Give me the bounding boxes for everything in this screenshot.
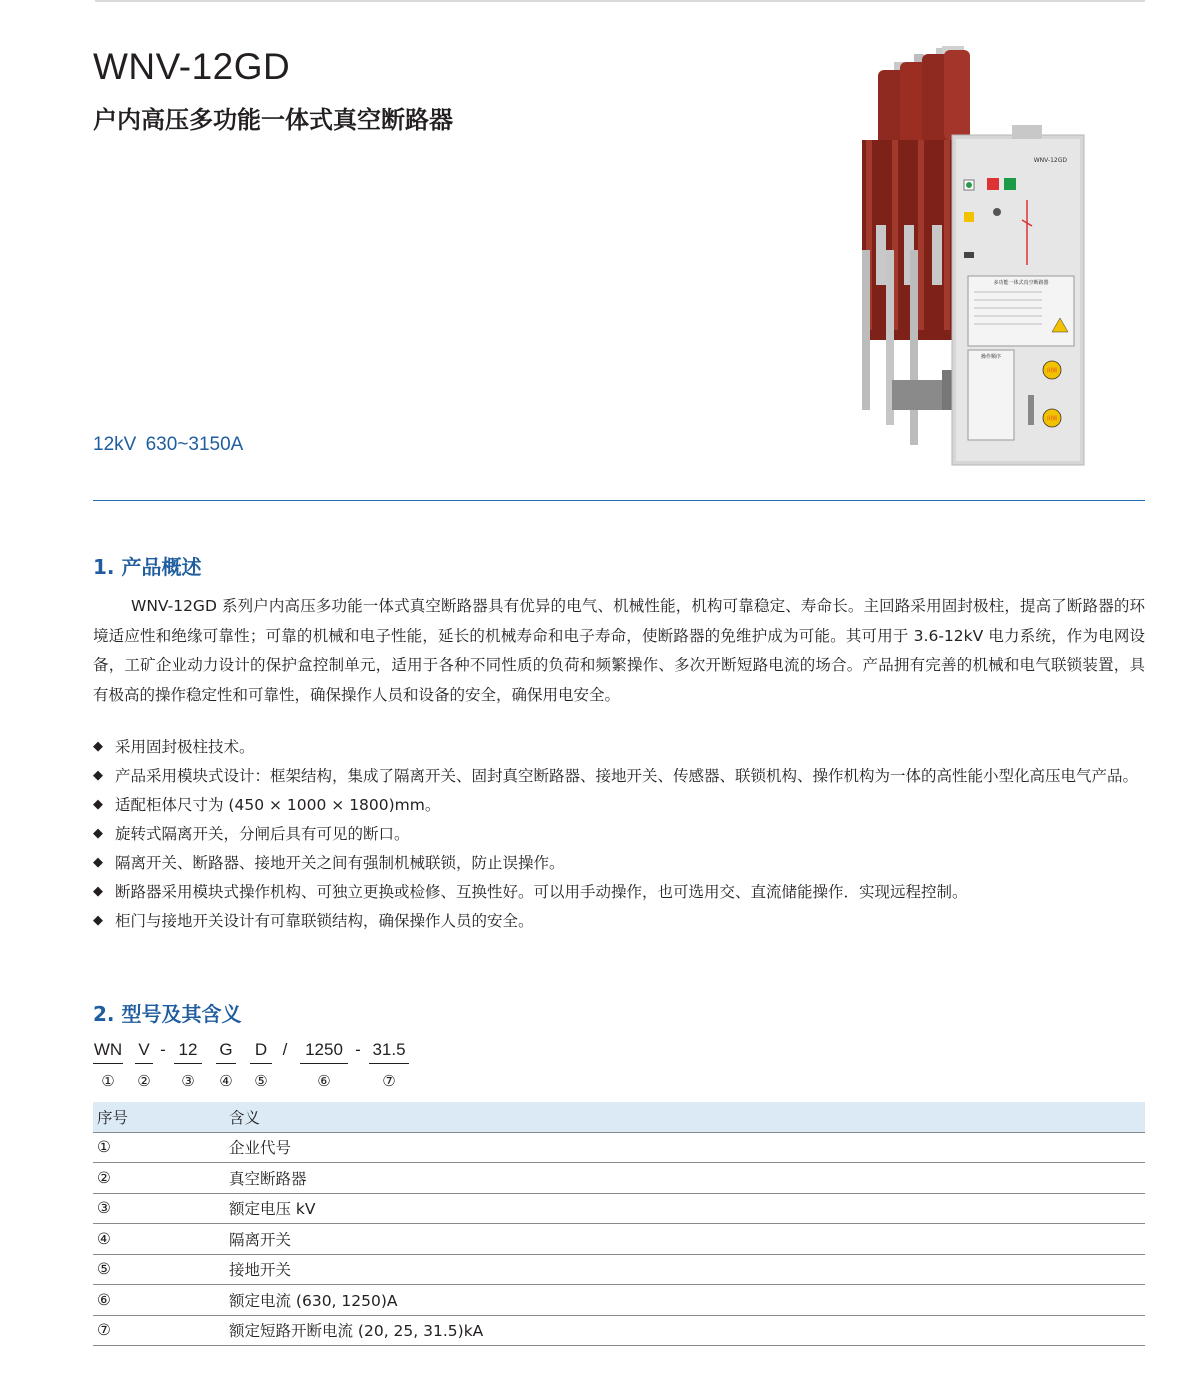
panel-label: 多功能一体式真空断路器 bbox=[993, 280, 1049, 286]
code-dash: - bbox=[355, 1040, 361, 1059]
rating-text: 12kV 630~3150A bbox=[93, 434, 244, 455]
table-row: ⑦ 额定短路开断电流 (20, 25, 31.5)kA bbox=[93, 1315, 1145, 1346]
list-item: ◆ 旋转式隔离开关，分闸后具有可见的断口。 bbox=[93, 820, 1153, 849]
knob2-label: 闭锁 bbox=[1046, 416, 1058, 422]
table-row: ② 真空断路器 bbox=[93, 1163, 1145, 1194]
list-item: ◆ 断路器采用模块式操作机构、可独立更换或检修、互换性好。可以用手动操作，也可选用交、直流储能操作．实现远程控制。 bbox=[93, 878, 1153, 907]
list-item: ◆ 适配柜体尺寸为 (450 × 1000 × 1800)mm。 bbox=[93, 791, 1153, 820]
code-part-g: G bbox=[216, 1040, 236, 1064]
bullet-diamond: ◆ bbox=[93, 884, 103, 899]
code-part-1250: 1250 bbox=[300, 1040, 348, 1064]
code-part-d: D bbox=[250, 1040, 272, 1064]
bullet-diamond: ◆ bbox=[93, 797, 103, 812]
bullet-diamond: ◆ bbox=[93, 739, 103, 754]
box-brand-label: WNV-12GD bbox=[1033, 157, 1067, 164]
product-image bbox=[852, 40, 1092, 470]
col-header-index: 序号 bbox=[93, 1102, 225, 1132]
bullet-diamond: ◆ bbox=[93, 768, 103, 783]
code-number: ⑤ bbox=[254, 1072, 268, 1090]
code-slash: / bbox=[282, 1040, 288, 1059]
bullet-diamond: ◆ bbox=[93, 855, 103, 870]
table-row: ① 企业代号 bbox=[93, 1132, 1145, 1163]
table-row: ③ 额定电压 kV bbox=[93, 1193, 1145, 1224]
page-title: WNV-12GD bbox=[93, 46, 291, 87]
code-number: ④ bbox=[219, 1072, 233, 1090]
code-number: ⑦ bbox=[382, 1072, 396, 1090]
code-part-wn: WN bbox=[93, 1040, 123, 1064]
overview-paragraph: WNV-12GD 系列户内高压多功能一体式真空断路器具有优异的电气、机械性能，机构可靠稳定、寿命长。主回路采用固封极柱，提高了断路器的环境适应性和绝缘可靠性；可靠的机械和电子性能，延长的机械寿命和电子寿命，使断路器的免维护成为可能。其可用于 3.6-12kV 电力系统，作为电网设备，工矿企业动力设计的保护盒控制单元，适用于各种不同性质的负荷和频繁操作、多次开断短路电流的场合。产品拥有完善的机械和电气联锁装置，具有极高的操作稳定性和可靠性，确保操作人员和设备的安全，确保用电安全。 bbox=[93, 597, 1145, 704]
table-row: ⑤ 接地开关 bbox=[93, 1254, 1145, 1285]
list-item: ◆ 产品采用模块式设计：框架结构，集成了隔离开关、固封真空断路器、接地开关、传感器、联锁机构、操作机构为一体的高性能小型化高压电气产品。 bbox=[93, 762, 1153, 791]
meaning-table bbox=[93, 1102, 1145, 1346]
code-number: ③ bbox=[181, 1072, 195, 1090]
section2-heading: 2. 型号及其含义 bbox=[93, 1002, 242, 1026]
list-item: ◆ 采用固封极柱技术。 bbox=[93, 733, 1153, 762]
section-divider bbox=[93, 500, 1145, 501]
code-part-12: 12 bbox=[174, 1040, 202, 1064]
table-header-row bbox=[93, 1102, 1145, 1132]
code-number: ① bbox=[101, 1072, 115, 1090]
bullet-diamond: ◆ bbox=[93, 826, 103, 841]
code-dash: - bbox=[160, 1040, 166, 1059]
knob1-label: 闭锁 bbox=[1046, 368, 1058, 374]
section1-heading: 1. 产品概述 bbox=[93, 555, 202, 579]
table-row: ④ 隔离开关 bbox=[93, 1224, 1145, 1255]
code-part-31-5: 31.5 bbox=[369, 1040, 409, 1064]
feature-list bbox=[93, 733, 1153, 936]
mechanism-box bbox=[952, 125, 1084, 465]
code-number: ② bbox=[137, 1072, 151, 1090]
list-item: ◆ 柜门与接地开关设计有可靠联锁结构，确保操作人员的安全。 bbox=[93, 907, 1153, 936]
bullet-diamond: ◆ bbox=[93, 913, 103, 928]
code-part-v: V bbox=[135, 1040, 153, 1064]
col-header-meaning: 含义 bbox=[225, 1102, 1145, 1132]
code-number: ⑥ bbox=[317, 1072, 331, 1090]
ops-label: 操作顺序 bbox=[980, 354, 1002, 360]
table-row: ⑥ 额定电流 (630, 1250)A bbox=[93, 1285, 1145, 1316]
page-subtitle: 户内高压多功能一体式真空断路器 bbox=[93, 106, 453, 134]
list-item: ◆ 隔离开关、断路器、接地开关之间有强制机械联锁，防止误操作。 bbox=[93, 849, 1153, 878]
top-divider bbox=[95, 0, 1145, 2]
